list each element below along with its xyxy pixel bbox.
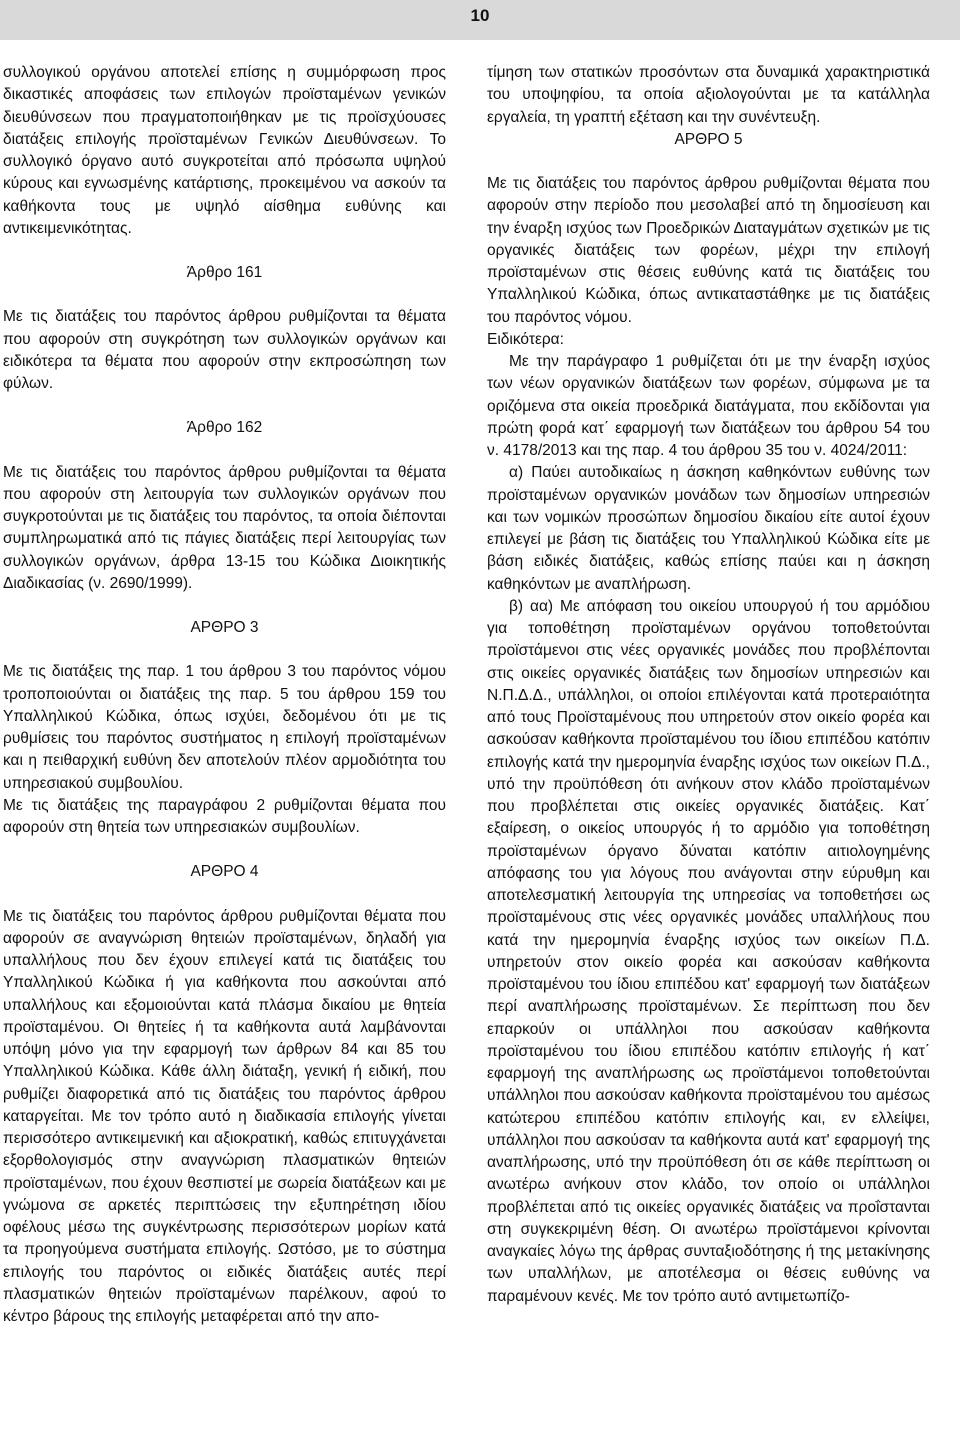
article-4-text: Με τις διατάξεις του παρόντος άρθρου ρυθμίζονται θέματα που αφορούν σε αναγνώριση θητειών προϊσταμένων, δηλαδή για υπαλλήλους που δεν έχουν επιλεγεί κατά τις διατάξεις του Υπαλληλικού Κώδικα ή για καθήκοντα που ασκούνται από υπαλλήλους και εξομοιούνται κατά πλάσμα δικαίου με θητεία προϊσταμένου. Οι θητείες ή τα καθήκοντα αυτά λαμβάνονται υπόψη μόνο για την εφαρμογή των άρθρων 84 και 85 του Υπαλληλικού Κώδικα. Κάθε άλλη διάταξη, γενική ή ειδική, που ρυθμίζει διαφορετικά από τις διατάξεις του παρόντος άρθρου καταργείται. Με τον τρόπο αυτό η διαδικασία επιλογής γίνεται περισσότερο αντικειμενική και αξιοκρατική, καθώς επιτυγχάνεται εξορθολογισμός στην αναγνώριση πλασματικών θητειών προϊσταμένων, που έχουν θεσπιστεί με σωρεία διατάξεων και με γνώμονα σε αρκετές περιπτώσεις την εξυπηρέτηση ιδίου οφέλους μέσω της συγκέντρωσης περισσότερων μορίων κατά τα προηγούμενα συστήματα επιλογής. Ωστόσο, με το σύστημα επιλογής του παρόντος οι ειδικές διατάξεις αυτές περί πλασματικών θητειών προϊσταμένων παρέλκουν, αφού το κέντρο βάρους της επιλογής μεταφέρεται από την απο-	[3, 907, 446, 1325]
article-5-paragraph-3: Με την παράγραφο 1 ρυθμίζεται ότι με την έναρξη ισχύος των νέων οργανικών διατάξεων των φορέων, σύμφωνα με τα οριζόμενα στα οικεία προεδρικά διατάγματα, που εκδίδονται για πρώτη φορά κατ΄ εφαρμογή των διατάξεων του άρθρου 54 του ν. 4178/2013 και της παρ. 4 του άρθρου 35 του ν. 4024/2011:	[487, 353, 930, 459]
article-5-paragraph-4: α) Παύει αυτοδικαίως η άσκηση καθηκόντων ευθύνης των προϊσταμένων οργανικών μονάδων των δημοσίων υπηρεσιών και των νομικών προσώπων δημοσίου δικαίου είτε αυτοί έχουν επιλεγεί με βάση τις διατάξεις του Υπαλληλικού Κώδικα είτε με βάση ειδικές διατάξεις, καθώς επίσης παύει και η άσκηση καθηκόντων με αναπλήρωση.	[487, 464, 930, 593]
article-3-paragraph-1: Με τις διατάξεις της παρ. 1 του άρθρου 3 του παρόντος νόμου τροποποιούνται οι διατάξεις της παρ. 5 του άρθρου 159 του Υπαλληλικού Κώδικα, όπως ισχύει, δεδομένου ότι με τις ρυθμίσεις του παρόντος συστήματος η επιλογή προϊσταμένων και η πειθαρχική ευθύνη δεν αποτελούν πλέον αρμοδιότητα του υπηρεσιακού συμβουλίου.	[3, 663, 446, 792]
article-162-heading: Άρθρο 162	[186, 419, 263, 437]
article-161-text: Με τις διατάξεις του παρόντος άρθρου ρυθμίζονται τα θέματα που αφορούν στη συγκρότηση των συλλογικών οργάνων και ειδικότερα τα θέματα που αφορούν στην εκπροσώπηση των φύλων.	[3, 308, 446, 392]
article-3-paragraph-2: Με τις διατάξεις της παραγράφου 2 ρυθμίζονται θέματα που αφορούν στη θητεία των υπηρεσιακών συμβουλίων.	[3, 796, 446, 836]
article-161-heading: Άρθρο 161	[186, 264, 263, 281]
article-3-heading: ΑΡΘΡΟ 3	[190, 619, 259, 636]
article-5-paragraph-1: Με τις διατάξεις του παρόντος άρθρου ρυθμίζονται θέματα που αφορούν στην περίοδο που μεσολαβεί από τη δημοσίευση και την έναρξη ισχύος των Προεδρικών Διαταγμάτων σχετικών με τις οργανικές διατάξεις των φορέων, μέχρι την επιλογή προϊσταμένων στις θέσεις ευθύνης κατά τις διατάξεις του Υπαλληλικού Κώδικα, όπως αντικαταστάθηκε με τις διατάξεις του παρόντος νόμου.	[487, 175, 930, 326]
article-4-heading: ΑΡΘΡΟ 4	[190, 863, 259, 881]
article-5-heading: ΑΡΘΡΟ 5	[674, 130, 743, 148]
page-number: 10	[470, 6, 490, 25]
continued-paragraph: τίμηση των στατικών προσόντων στα δυναμικά χαρακτηριστικά του υποψηφίου, τα οποία αξιολογούνται με τα κατάλληλα εργαλεία, τη γραπτή εξέταση και την συνέντευξη.	[487, 64, 930, 126]
article-5-paragraph-5: β) αα) Με απόφαση του οικείου υπουργού ή του αρμόδιου για τοποθέτηση προϊσταμένων οργάνου τοποθετούνται προϊστάμενοι στις νέες οργανικές μονάδες που προβλέπονται στις οικείες οργανικές διατάξεις των δημοσίων υπηρεσιών και Ν.Π.Δ.Δ., υπάλληλοι, οι οποίοι επιλέγονται κατά προτεραιότητα από τους Προϊσταμένους που υπηρετούν στον οικείο φορέα και ασκούσαν καθήκοντα προϊσταμένου του ίδιου επιπέδου κατόπιν επιλογής κατά την ημερομηνία έναρξης ισχύος των οικείων Π.Δ., υπό την προϋπόθεση ότι ανήκουν στον κλάδο προϊσταμένων που προβλέπεται στις οικείες οργανικές διατάξεις. Κατ΄ εξαίρεση, ο οικείος υπουργός ή το αρμόδιο για τοποθέτηση προϊσταμένων όργανο δύναται κατόπιν αιτιολογημένης απόφασης του για λόγους που ανάγονται στην εύρυθμη και αποτελεσματική λειτουργία της υπηρεσίας να τοποθετήσει ως προϊσταμένους στις νέες οργανικές μονάδες υπαλλήλους που κατά την ημερομηνία έναρξης ισχύος των οικείων Π.Δ. υπηρετούν στον οικείο φορέα και ασκούσαν καθήκοντα προϊσταμένου του ίδιου επιπέδου κατ' εφαρμογή των διατάξεων περί αναπλήρωσης προϊσταμένων. Σε περίπτωση που δεν επαρκούν οι υπάλληλοι που ασκούσαν καθήκοντα προϊσταμένου του ίδιου επιπέδου κατόπιν επιλογής ή κατ΄ εφαρμογή της αναπλήρωσης ως προϊστάμενοι τοποθετούνται υπάλληλοι που ασκούσαν καθήκοντα προϊσταμένου του αμέσως κατώτερου επιπέδου κατόπιν επιλογής και, εν ελλείψει, υπάλληλοι που ασκούσαν τα καθήκοντα αυτά κατ' εφαρμογή της αναπλήρωσης, υπό την προϋπόθεση ότι σε κάθε περίπτωση οι ανωτέρω ανήκουν στον κλάδο, τον οποίο οι υπάλληλοι προβλέπεται από τις οικείες οργανικές διατάξεις να προΐστανται στη συγκεκριμένη θέση. Οι ανωτέρω προϊστάμενοι κρίνονται αναγκαίες λόγω της άρθρας συνταξιοδότησης ή της μετακίνησης των υπαλλήλων, με αποτέλεσμα οι θέσεις ευθύνης να παραμένουν κενές. Με τον τρόπο αυτό αντιμετωπίζο-	[487, 597, 930, 1305]
left-column	[3, 62, 446, 1328]
intro-paragraph: συλλογικού οργάνου αποτελεί επίσης η συμμόρφωση προς δικαστικές αποφάσεις των επιλογών προϊσταμένων γενικών διευθύνσεων που πραγματοποιήθηκαν με τις προϊσχύουσες διατάξεις επιλογής προϊσταμένων Γενικών Διευθύνσεων. Το συλλογικό όργανο αυτό συγκροτείται από πρόσωπα υψηλού κύρους και εγνωσμένης κατάρτισης, προκειμένου να ασκούν τα καθήκοντα τους με υψηλό αίσθημα ευθύνης και αντικειμενικότητας.	[3, 64, 446, 237]
article-5-paragraph-2: Ειδικότερα:	[487, 330, 564, 348]
article-162-text: Με τις διατάξεις του παρόντος άρθρου ρυθμίζονται τα θέματα που αφορούν στη λειτουργία των συλλογικών οργάνων που συγκροτούνται με τις διατάξεις του παρόντος, τα οποία διέπονται συμπληρωματικά από τις πάγιες διατάξεις περί λειτουργίας των συλλογικών οργάνων, άρθρα 13-15 του Κώδικα Διοικητικής Διαδικασίας (ν. 2690/1999).	[3, 463, 446, 592]
right-column	[487, 62, 930, 1308]
